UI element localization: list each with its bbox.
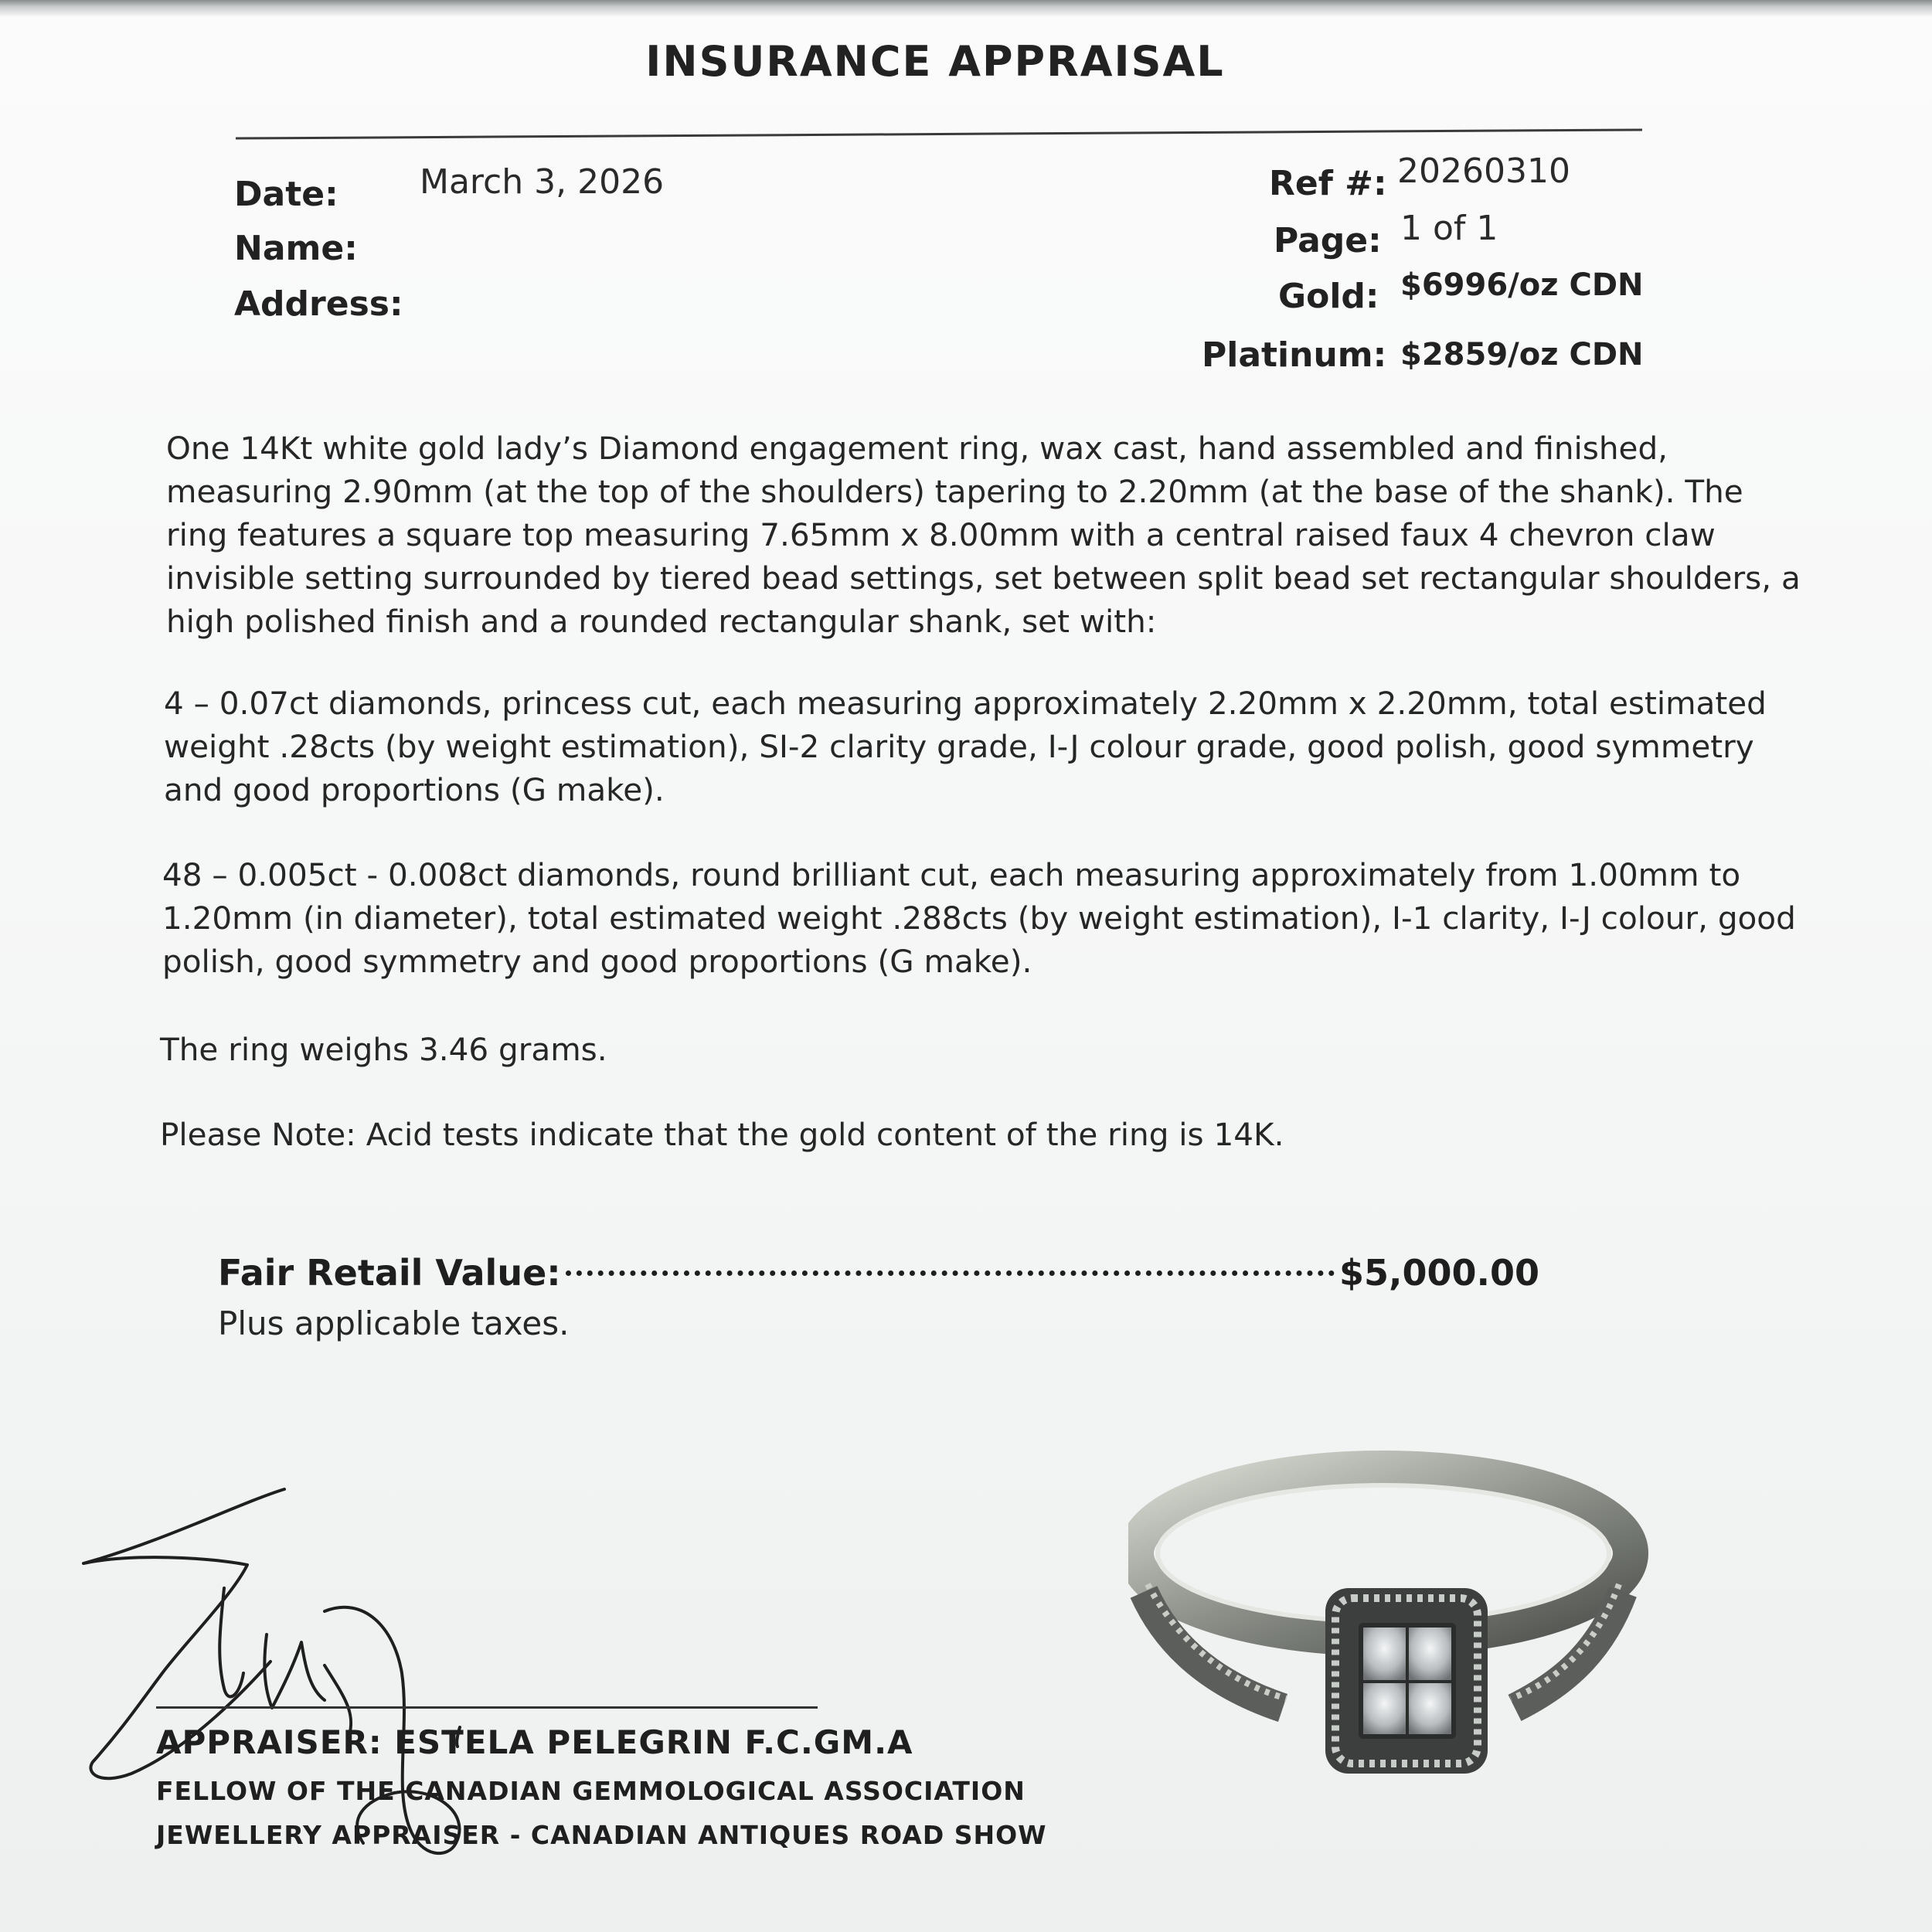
date-label: Date:	[234, 175, 338, 214]
description-line: 4 – 0.07ct diamonds, princess cut, each measuring approximately 2.20mm x 2.20mm, total estimated	[164, 685, 1767, 722]
ref-label: Ref #:	[1269, 164, 1387, 203]
date-value: March 3, 2026	[420, 162, 665, 202]
ref-value: 20260310	[1397, 151, 1570, 191]
page-value: 1 of 1	[1400, 209, 1498, 248]
document-title: INSURANCE APPRAISAL	[645, 37, 1225, 86]
description-line: 1.20mm (in diameter), total estimated weight .288cts (by weight estimation), I-1 clarity, I-J colour, good	[162, 900, 1796, 937]
description-line: One 14Kt white gold lady’s Diamond engagement ring, wax cast, hand assembled and finished,	[166, 430, 1668, 467]
taxes-note: Plus applicable taxes.	[218, 1304, 570, 1342]
description-line: invisible setting surrounded by tiered bead settings, set between split bead set rectangular shoulders, a	[166, 560, 1801, 597]
description-line: and good proportions (G make).	[164, 771, 665, 808]
address-label: Address:	[234, 284, 403, 324]
fair-retail-value-amount: $5,000.00	[1339, 1252, 1539, 1294]
ring-photo-icon	[1128, 1437, 1669, 1808]
ring-description	[166, 427, 1801, 643]
ring-weight: The ring weighs 3.46 grams.	[160, 1031, 607, 1068]
appraiser-credential: JEWELLERY APPRAISER - CANADIAN ANTIQUES ROAD SHOW	[156, 1820, 1047, 1850]
description-line: ring features a square top measuring 7.65mm x 8.00mm with a central raised faux 4 chevron claw	[166, 516, 1716, 553]
leader-dots	[566, 1270, 1335, 1276]
signature-line	[156, 1706, 818, 1709]
platinum-label: Platinum:	[1202, 335, 1387, 375]
gold-value: $6996/oz CDN	[1400, 267, 1644, 303]
gold-label: Gold:	[1278, 277, 1379, 316]
gold-content-note: Please Note: Acid tests indicate that the gold content of the ring is 14K.	[160, 1116, 1284, 1153]
header-divider	[236, 128, 1642, 139]
page-label: Page:	[1274, 221, 1382, 260]
appraiser-name: APPRAISER: ESTELA PELEGRIN F.C.GM.A	[156, 1723, 913, 1761]
frame-edge	[0, 0, 1932, 17]
platinum-value: $2859/oz CDN	[1400, 337, 1644, 372]
princess-diamonds-description	[164, 682, 1767, 811]
description-line: high polished finish and a rounded rectangular shank, set with:	[166, 603, 1157, 640]
round-diamonds-description	[162, 853, 1796, 983]
name-label: Name:	[234, 229, 358, 268]
fair-retail-value-label: Fair Retail Value:	[218, 1252, 561, 1294]
appraiser-credential: FELLOW OF THE CANADIAN GEMMOLOGICAL ASSOCIATION	[156, 1776, 1026, 1806]
description-line: measuring 2.90mm (at the top of the shoulders) tapering to 2.20mm (at the base of the shank). The	[166, 473, 1743, 510]
description-line: polish, good symmetry and good proportions (G make).	[162, 943, 1032, 980]
fair-retail-value-row	[218, 1252, 1539, 1306]
description-line: 48 – 0.005ct - 0.008ct diamonds, round brilliant cut, each measuring approximately from 1.00mm to	[162, 856, 1741, 893]
description-line: weight .28cts (by weight estimation), SI-2 clarity grade, I-J colour grade, good polish, good symmetry	[164, 728, 1754, 765]
